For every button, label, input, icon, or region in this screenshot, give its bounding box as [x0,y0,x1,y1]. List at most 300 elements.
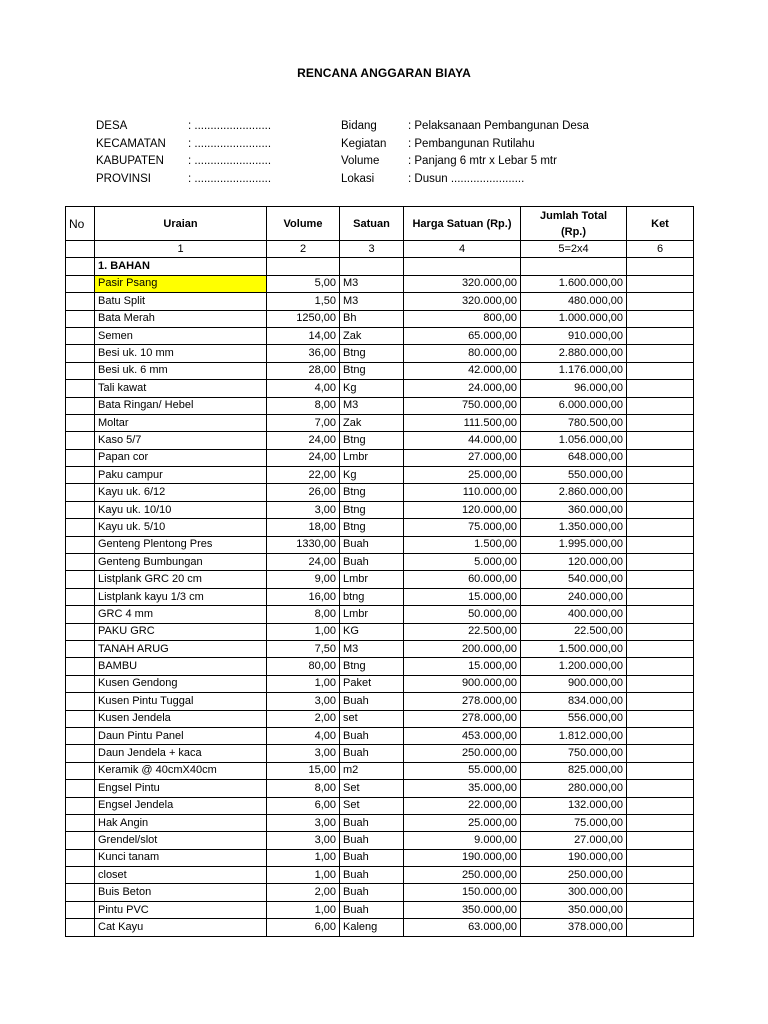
cell-volume: 7,00 [267,414,340,431]
cell-ket [627,380,694,397]
cell-volume: 7,50 [267,640,340,657]
header-jumlah [521,207,627,241]
cell-satuan: Lmbr [340,449,404,466]
cell-jumlah: 910.000,00 [521,327,627,344]
cell-harga: 350.000,00 [404,901,521,918]
index-cell: 2 [267,241,340,258]
cell-no [66,380,95,397]
cell-ket [627,293,694,310]
table-row [66,710,694,727]
cell-uraian: Kusen Jendela [95,710,267,727]
cell-harga: 278.000,00 [404,710,521,727]
cell-ket [627,884,694,901]
info-value: : ........................ [188,120,272,132]
cell-volume: 15,00 [267,762,340,779]
cell-harga: 60.000,00 [404,571,521,588]
info-label: Kegiatan [341,137,387,150]
table-row [66,675,694,692]
cell-jumlah: 1.200.000,00 [521,658,627,675]
cell-harga: 800,00 [404,310,521,327]
cell-satuan: Buah [340,554,404,571]
cell-uraian: Grendel/slot [95,832,267,849]
cell-ket [627,467,694,484]
cell-uraian: Listplank kayu 1/3 cm [95,588,267,605]
cell-satuan: Bh [340,310,404,327]
cell-ket [627,814,694,831]
cell-jumlah: 378.000,00 [521,919,627,936]
cell-ket [627,658,694,675]
cell-jumlah: 280.000,00 [521,780,627,797]
cell-uraian: Hak Angin [95,814,267,831]
cell-uraian: closet [95,867,267,884]
info-value: : Panjang 6 mtr x Lebar 5 mtr [408,155,557,168]
cell-harga: 35.000,00 [404,780,521,797]
cell-jumlah: 1.500.000,00 [521,640,627,657]
table-row [66,397,694,414]
cell-no [66,397,95,414]
table-row [66,432,694,449]
cell-uraian: Papan cor [95,449,267,466]
info-provinsi [96,171,271,189]
cell-uraian: Kaso 5/7 [95,432,267,449]
cell-harga: 120.000,00 [404,501,521,518]
cell-jumlah: 300.000,00 [521,884,627,901]
table-row [66,554,694,571]
table-row [66,467,694,484]
cell-harga: 900.000,00 [404,675,521,692]
table-row [66,623,694,640]
cell-harga: 25.000,00 [404,467,521,484]
cell-volume: 1330,00 [267,536,340,553]
cell-satuan: Btng [340,484,404,501]
cell-jumlah: 480.000,00 [521,293,627,310]
cell-satuan: Buah [340,832,404,849]
cell-volume: 4,00 [267,380,340,397]
info-left-block [96,118,271,188]
header-uraian: Uraian [95,207,267,241]
index-cell: 5=2x4 [521,241,627,258]
cell-satuan: Buah [340,884,404,901]
cell-no [66,640,95,657]
cell-uraian: Daun Pintu Panel [95,727,267,744]
cell-no [66,588,95,605]
cell-ket [627,519,694,536]
cell-satuan: Btng [340,658,404,675]
cell-satuan: Zak [340,327,404,344]
cell-satuan: Buah [340,867,404,884]
cell-jumlah: 400.000,00 [521,606,627,623]
cell-no [66,832,95,849]
cell-uraian: Besi uk. 6 mm [95,362,267,379]
cell-uraian: Kayu uk. 6/12 [95,484,267,501]
cell-uraian: Pasir Psang [95,275,267,292]
cell-volume: 1,00 [267,675,340,692]
cell-satuan: Btng [340,501,404,518]
cell-harga: 80.000,00 [404,345,521,362]
cell-satuan: Buah [340,814,404,831]
cell-jumlah: 1.000.000,00 [521,310,627,327]
cell-ket [627,432,694,449]
cell-ket [627,727,694,744]
cell-jumlah: 120.000,00 [521,554,627,571]
cell-ket [627,780,694,797]
index-cell: 1 [95,241,267,258]
cell-volume: 24,00 [267,449,340,466]
cell-uraian: Bata Merah [95,310,267,327]
cell-harga: 278.000,00 [404,693,521,710]
cell-ket [627,362,694,379]
cell-uraian: Kunci tanam [95,849,267,866]
table-row [66,640,694,657]
cell-volume: 8,00 [267,780,340,797]
cell-ket [627,867,694,884]
cell-satuan: Buah [340,901,404,918]
index-cell [66,241,95,258]
cell-jumlah: 75.000,00 [521,814,627,831]
cell-no [66,867,95,884]
cell-uraian: Bata Ringan/ Hebel [95,397,267,414]
cell-uraian: Cat Kayu [95,919,267,936]
cell-uraian: Batu Split [95,293,267,310]
cell-volume: 1250,00 [267,310,340,327]
cell-uraian: Besi uk. 10 mm [95,345,267,362]
cell-jumlah: 1.056.000,00 [521,432,627,449]
cell-harga: 453.000,00 [404,727,521,744]
cell-ket [627,310,694,327]
cell-uraian: Kayu uk. 10/10 [95,501,267,518]
cell-ket [627,710,694,727]
cell-jumlah: 834.000,00 [521,693,627,710]
cell-uraian: BAMBU [95,658,267,675]
cell-harga: 24.000,00 [404,380,521,397]
section-title: 1. BAHAN [95,258,267,275]
table-row [66,571,694,588]
cell-volume: 3,00 [267,832,340,849]
cell-satuan: Kg [340,380,404,397]
table-row [66,797,694,814]
table-row [66,606,694,623]
cell-harga: 63.000,00 [404,919,521,936]
info-desa [96,118,271,136]
cell-no [66,693,95,710]
cell-no [66,919,95,936]
cell-no [66,293,95,310]
info-label: KABUPATEN [96,155,164,168]
cell-satuan: set [340,710,404,727]
info-label: PROVINSI [96,172,151,185]
table-row [66,484,694,501]
table-row [66,310,694,327]
cell-uraian: Semen [95,327,267,344]
table-row [66,327,694,344]
cell-jumlah: 780.500,00 [521,414,627,431]
info-value: : Pembangunan Rutilahu [408,137,535,150]
cell-jumlah: 750.000,00 [521,745,627,762]
cell-no [66,727,95,744]
cell-volume: 1,00 [267,849,340,866]
cell-no [66,327,95,344]
info-label: Volume [341,155,380,168]
table-row [66,919,694,936]
cell-volume: 14,00 [267,327,340,344]
cell-volume: 1,00 [267,623,340,640]
table-row [66,588,694,605]
cell-uraian: Kusen Gendong [95,675,267,692]
table-body [66,241,694,937]
table-row [66,345,694,362]
cell-volume: 1,00 [267,867,340,884]
info-value: : ........................ [188,155,272,168]
cell-jumlah: 360.000,00 [521,501,627,518]
cell-harga: 15.000,00 [404,588,521,605]
cell-satuan: M3 [340,293,404,310]
cell-harga: 50.000,00 [404,606,521,623]
cell-no [66,901,95,918]
cell-uraian: Genteng Bumbungan [95,554,267,571]
cell-volume: 18,00 [267,519,340,536]
cell-ket [627,675,694,692]
cell-volume: 3,00 [267,745,340,762]
index-cell: 6 [627,241,694,258]
cell-ket [627,606,694,623]
cell-satuan: Btng [340,432,404,449]
cell-satuan: M3 [340,275,404,292]
cell-uraian: Engsel Jendela [95,797,267,814]
cell-volume: 8,00 [267,606,340,623]
cell-no [66,275,95,292]
cell-harga: 750.000,00 [404,397,521,414]
cell-volume: 16,00 [267,588,340,605]
cell-jumlah: 96.000,00 [521,380,627,397]
cell-uraian: Daun Jendela + kaca [95,745,267,762]
cell-harga: 22.000,00 [404,797,521,814]
cell-harga: 320.000,00 [404,293,521,310]
column-index-row [66,241,694,258]
cell-volume: 6,00 [267,919,340,936]
info-lokasi [341,171,589,189]
cell-ket [627,640,694,657]
table-row [66,449,694,466]
info-label: Bidang [341,120,377,132]
cell-harga: 320.000,00 [404,275,521,292]
cell-satuan: Buah [340,693,404,710]
cell-uraian: GRC 4 mm [95,606,267,623]
header-no: No [66,207,95,241]
cell-satuan: m2 [340,762,404,779]
cell-uraian: Pintu PVC [95,901,267,918]
cell-ket [627,588,694,605]
cell-jumlah: 900.000,00 [521,675,627,692]
cell-volume: 3,00 [267,501,340,518]
index-cell: 4 [404,241,521,258]
cell-no [66,745,95,762]
table-row [66,501,694,518]
cell-satuan: Set [340,797,404,814]
cell-jumlah: 1.600.000,00 [521,275,627,292]
cell-jumlah: 27.000,00 [521,832,627,849]
cell-harga: 250.000,00 [404,867,521,884]
cell-harga: 25.000,00 [404,814,521,831]
cell-harga: 75.000,00 [404,519,521,536]
cell-satuan: Btng [340,519,404,536]
cell-volume: 80,00 [267,658,340,675]
cell-no [66,536,95,553]
cell-ket [627,693,694,710]
table-row [66,849,694,866]
cell-harga: 111.500,00 [404,414,521,431]
table-row [66,658,694,675]
cell-ket [627,397,694,414]
cell-no [66,519,95,536]
cell-no [66,710,95,727]
header-volume: Volume [267,207,340,241]
info-label: Lokasi [341,172,375,185]
cell-jumlah: 2.860.000,00 [521,484,627,501]
cell-jumlah: 1.176.000,00 [521,362,627,379]
cell-harga: 44.000,00 [404,432,521,449]
cell-ket [627,849,694,866]
cell-uraian: Tali kawat [95,380,267,397]
cell-uraian: Genteng Plentong Pres [95,536,267,553]
cell-no [66,571,95,588]
cell-jumlah: 1.812.000,00 [521,727,627,744]
document-title: RENCANA ANGGARAN BIAYA [297,66,471,80]
table-row [66,727,694,744]
cell-jumlah: 648.000,00 [521,449,627,466]
cell-jumlah: 1.350.000,00 [521,519,627,536]
info-right-block [341,118,589,188]
cell-no [66,762,95,779]
cell-ket [627,901,694,918]
cell-jumlah: 22.500,00 [521,623,627,640]
cell-no [66,814,95,831]
cell-no [66,414,95,431]
budget-table [65,206,694,937]
cell-volume: 36,00 [267,345,340,362]
cell-ket [627,414,694,431]
section-row [66,258,694,275]
cell-volume: 24,00 [267,432,340,449]
cell-satuan: KG [340,623,404,640]
cell-harga: 5.000,00 [404,554,521,571]
header-ket: Ket [627,207,694,241]
cell-volume: 3,00 [267,814,340,831]
cell-volume: 4,00 [267,727,340,744]
table-row [66,867,694,884]
cell-ket [627,623,694,640]
cell-jumlah: 550.000,00 [521,467,627,484]
cell-ket [627,449,694,466]
cell-satuan: Buah [340,536,404,553]
cell-no [66,484,95,501]
info-value: : ........................ [188,172,272,185]
cell-uraian: PAKU GRC [95,623,267,640]
cell-uraian: TANAH ARUG [95,640,267,657]
cell-harga: 9.000,00 [404,832,521,849]
cell-jumlah: 190.000,00 [521,849,627,866]
cell-ket [627,554,694,571]
cell-uraian: Kayu uk. 5/10 [95,519,267,536]
header-jumlah-line1: Jumlah Total [539,209,608,222]
cell-volume: 28,00 [267,362,340,379]
cell-ket [627,762,694,779]
cell-ket [627,484,694,501]
cell-jumlah: 825.000,00 [521,762,627,779]
cell-ket [627,345,694,362]
cell-harga: 190.000,00 [404,849,521,866]
cell-jumlah: 1.995.000,00 [521,536,627,553]
cell-uraian: Paku campur [95,467,267,484]
cell-ket [627,327,694,344]
info-volume [341,153,589,171]
cell-no [66,675,95,692]
cell-volume: 24,00 [267,554,340,571]
cell-volume: 1,00 [267,901,340,918]
cell-no [66,449,95,466]
cell-no [66,849,95,866]
cell-no [66,623,95,640]
cell-satuan: Zak [340,414,404,431]
table-row [66,275,694,292]
cell-no [66,884,95,901]
cell-satuan: Buah [340,745,404,762]
cell-ket [627,275,694,292]
cell-volume: 22,00 [267,467,340,484]
table-row [66,832,694,849]
cell-volume: 8,00 [267,397,340,414]
cell-uraian: Buis Beton [95,884,267,901]
cell-satuan: Btng [340,345,404,362]
cell-harga: 150.000,00 [404,884,521,901]
cell-no [66,467,95,484]
table-row [66,414,694,431]
header-jumlah-line2: (Rp.) [560,225,587,238]
table-row [66,693,694,710]
cell-harga: 200.000,00 [404,640,521,657]
index-cell: 3 [340,241,404,258]
info-value: : Dusun ....................... [408,172,525,185]
cell-jumlah: 556.000,00 [521,710,627,727]
cell-no [66,658,95,675]
cell-no [66,780,95,797]
cell-no [66,606,95,623]
info-label: DESA [96,120,128,132]
cell-volume: 26,00 [267,484,340,501]
cell-satuan: btng [340,588,404,605]
cell-jumlah: 6.000.000,00 [521,397,627,414]
cell-no [66,362,95,379]
cell-jumlah: 250.000,00 [521,867,627,884]
cell-harga: 250.000,00 [404,745,521,762]
cell-satuan: Set [340,780,404,797]
cell-uraian: Keramik @ 40cmX40cm [95,762,267,779]
cell-volume: 1,50 [267,293,340,310]
info-kecamatan [96,136,271,154]
cell-no [66,501,95,518]
cell-satuan: M3 [340,397,404,414]
cell-volume: 6,00 [267,797,340,814]
cell-volume: 5,00 [267,275,340,292]
cell-ket [627,745,694,762]
cell-harga: 42.000,00 [404,362,521,379]
info-value: : ........................ [188,137,272,150]
cell-jumlah: 350.000,00 [521,901,627,918]
cell-harga: 15.000,00 [404,658,521,675]
info-kegiatan [341,136,589,154]
cell-uraian: Engsel Pintu [95,780,267,797]
table-row [66,762,694,779]
cell-ket [627,832,694,849]
